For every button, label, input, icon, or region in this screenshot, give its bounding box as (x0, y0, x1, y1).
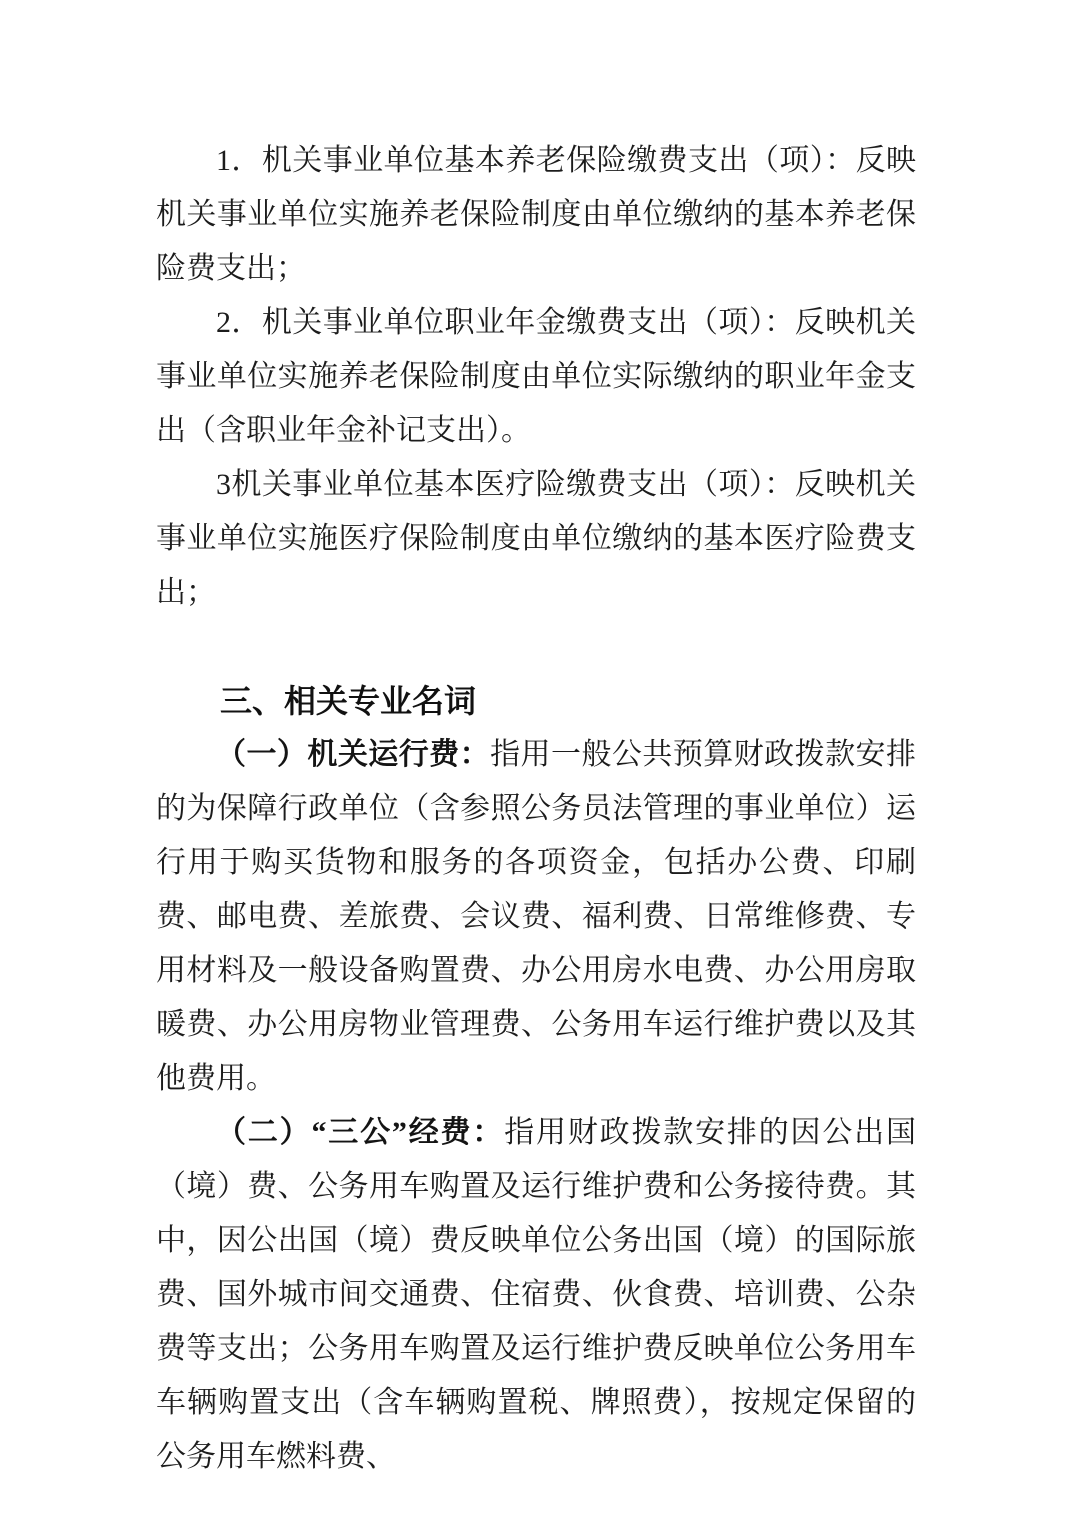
section-heading-related-terms: 三、相关专业名词 (220, 682, 477, 720)
term-lead-three-public-funds: （二）“三公”经费： (216, 1116, 505, 1149)
paragraph-term-agency-operating-expenses (156, 728, 916, 1106)
paragraph-basic-pension-contribution: 1．机关事业单位基本养老保险缴费支出（项）：反映机关事业单位实施养老保险制度由单位缴纳的基本养老保险费支出； (156, 144, 916, 285)
paragraph-term-three-public-funds (156, 1106, 916, 1484)
paragraph-basic-medical-insurance-contribution: 3机关事业单位基本医疗险缴费支出（项）：反映机关事业单位实施医疗保险制度由单位缴纳的基本医疗险费支出； (156, 468, 916, 609)
term-lead-agency-operating-expenses: （一）机关运行费： (216, 738, 491, 771)
term-definition-three-public-funds: 指用财政拨款安排的因公出国（境）费、公务用车购置及运行维护费和公务接待费。其中，因公出国（境）费反映单位公务出国（境）的国际旅费、国外城市间交通费、住宿费、伙食费、培训费、公杂费等支出；公务用车购置及运行维护费反映单位公务用车车辆购置支出（含车辆购置税、牌照费），按规定保留的公务用车燃料费、 (156, 1116, 917, 1473)
document-content (156, 134, 916, 1484)
term-definition-agency-operating-expenses: 指用一般公共预算财政拨款安排的为保障行政单位（含参照公务员法管理的事业单位）运行用于购买货物和服务的各项资金，包括办公费、印刷费、邮电费、差旅费、会议费、福利费、日常维修费、专用材料及一般设备购置费、办公用房水电费、办公用房取暖费、办公用房物业管理费、公务用车运行维护费以及其他费用。 (156, 738, 917, 1095)
paragraph-occupational-annuity-contribution: 2．机关事业单位职业年金缴费支出（项）：反映机关事业单位实施养老保险制度由单位实际缴纳的职业年金支出（含职业年金补记支出）。 (156, 306, 916, 447)
